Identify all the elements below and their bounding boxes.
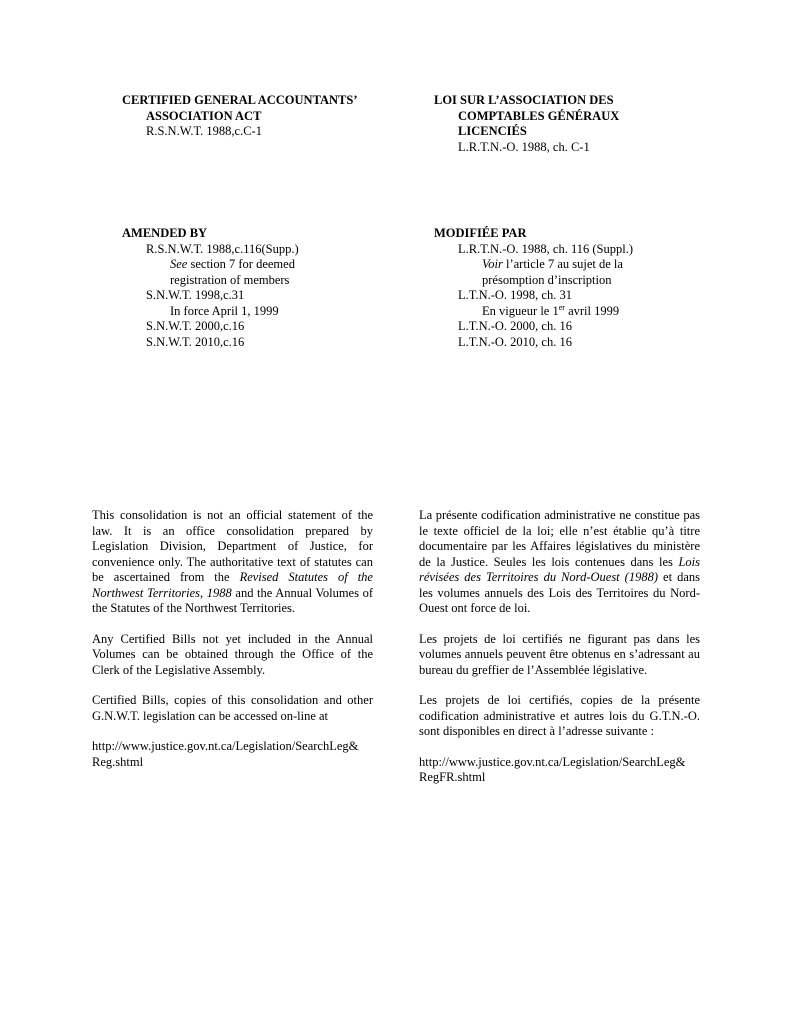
french-url: http://www.justice.gov.nt.ca/Legislation/SearchLeg& RegFR.shtml xyxy=(419,754,686,784)
english-amendments xyxy=(122,226,402,350)
english-body xyxy=(92,508,373,770)
french-amendment-3: L.T.N.-O. 2000, ch. 16 xyxy=(458,319,572,333)
english-url: http://www.justice.gov.nt.ca/Legislation/SearchLeg& Reg.shtml xyxy=(92,739,359,769)
french-amendment-2-note: En vigueur le 1er avril 1999 xyxy=(482,302,620,318)
english-online-paragraph: Certified Bills, copies of this consolidation and other G.N.W.T. legislation can be accessed on-line at xyxy=(92,693,373,723)
french-amendment-4: L.T.N.-O. 2010, ch. 16 xyxy=(458,334,572,349)
english-amendment-4: S.N.W.T. 2010,c.16 xyxy=(146,334,245,349)
french-voir-italic: Voir xyxy=(482,257,503,271)
english-amended-heading: AMENDED BY xyxy=(122,226,208,240)
english-statutes-title: Revised Statutes of the Northwest Territories, 1988 xyxy=(92,570,373,600)
english-amendment-1-note: See section 7 for deemed xyxy=(170,257,295,271)
french-amendment-1: L.R.T.N.-O. 1988, ch. 116 (Suppl.) xyxy=(458,241,633,256)
french-amendments xyxy=(434,226,714,350)
french-title-line2: COMPTABLES GÉNÉRAUX xyxy=(458,108,620,123)
english-title-block xyxy=(122,93,402,140)
english-see-italic: See xyxy=(170,257,188,271)
french-amendment-2: L.T.N.-O. 1998, ch. 31 xyxy=(458,288,572,302)
english-title-line1: CERTIFIED GENERAL ACCOUNTANTS’ xyxy=(122,93,358,107)
english-amendment-3: S.N.W.T. 2000,c.16 xyxy=(146,319,245,333)
english-citation: R.S.N.W.T. 1988,c.C-1 xyxy=(146,124,262,138)
french-amended-heading: MODIFIÉE PAR xyxy=(434,226,527,240)
french-amendment-1-note-line2: présomption d’inscription xyxy=(482,272,612,287)
english-amendment-2-note: In force April 1, 1999 xyxy=(170,303,279,318)
english-amendment-2: S.N.W.T. 1998,c.31 xyxy=(146,288,245,302)
french-bills-paragraph: Les projets de loi certifiés ne figurant pas dans les volumes annuels peuvent être obtenus en s’adressant au bureau du greffier de l’Assemblée législative. xyxy=(419,631,700,677)
english-amendment-1-note-line2: registration of members xyxy=(170,272,290,287)
french-title-line3: LICENCIÉS xyxy=(458,124,527,138)
english-title-line2: ASSOCIATION ACT xyxy=(146,108,262,123)
english-amendment-1: R.S.N.W.T. 1988,c.116(Supp.) xyxy=(146,241,299,256)
english-bills-paragraph: Any Certified Bills not yet included in the Annual Volumes can be obtained through the Office of the Clerk of the Legislative Assembly. xyxy=(92,631,373,677)
french-citation: L.R.T.N.-O. 1988, ch. C-1 xyxy=(458,139,590,154)
french-body xyxy=(419,508,700,786)
french-title-line1: LOI SUR L’ASSOCIATION DES xyxy=(434,93,614,107)
french-disclaimer-paragraph: La présente codification administrative ne constitue pas le texte officiel de la loi; elle n’est établie qu’à titre documentaire par les Affaires législatives du ministère de la Justice. Seules les lois contenues dans les Lois révisées des Territoires du Nord-Ouest (1988) et dans les volumes annuels des Lois des Territoires du Nord-Ouest ont force de loi. xyxy=(419,508,701,615)
french-title-block xyxy=(434,93,714,155)
french-amendment-1-note: Voir l’article 7 au sujet de la xyxy=(482,257,623,271)
english-disclaimer-paragraph: This consolidation is not an official statement of the law. It is an office consolidation prepared by Legislation Division, Department of Justice, for convenience only. The authoritative text of statutes can be ascertained from the Revised Statutes of the Northwest Territories, 1988 and the Annual Volumes of the Statutes of the Northwest Territories. xyxy=(92,508,373,615)
french-statutes-title: Lois révisées des Territoires du Nord-Ouest (1988) xyxy=(419,554,700,584)
french-online-paragraph: Les projets de loi certifiés, copies de la présente codification administrative et autres lois du G.T.N.-O. sont disponibles en direct à l’adresse suivante : xyxy=(419,693,700,738)
